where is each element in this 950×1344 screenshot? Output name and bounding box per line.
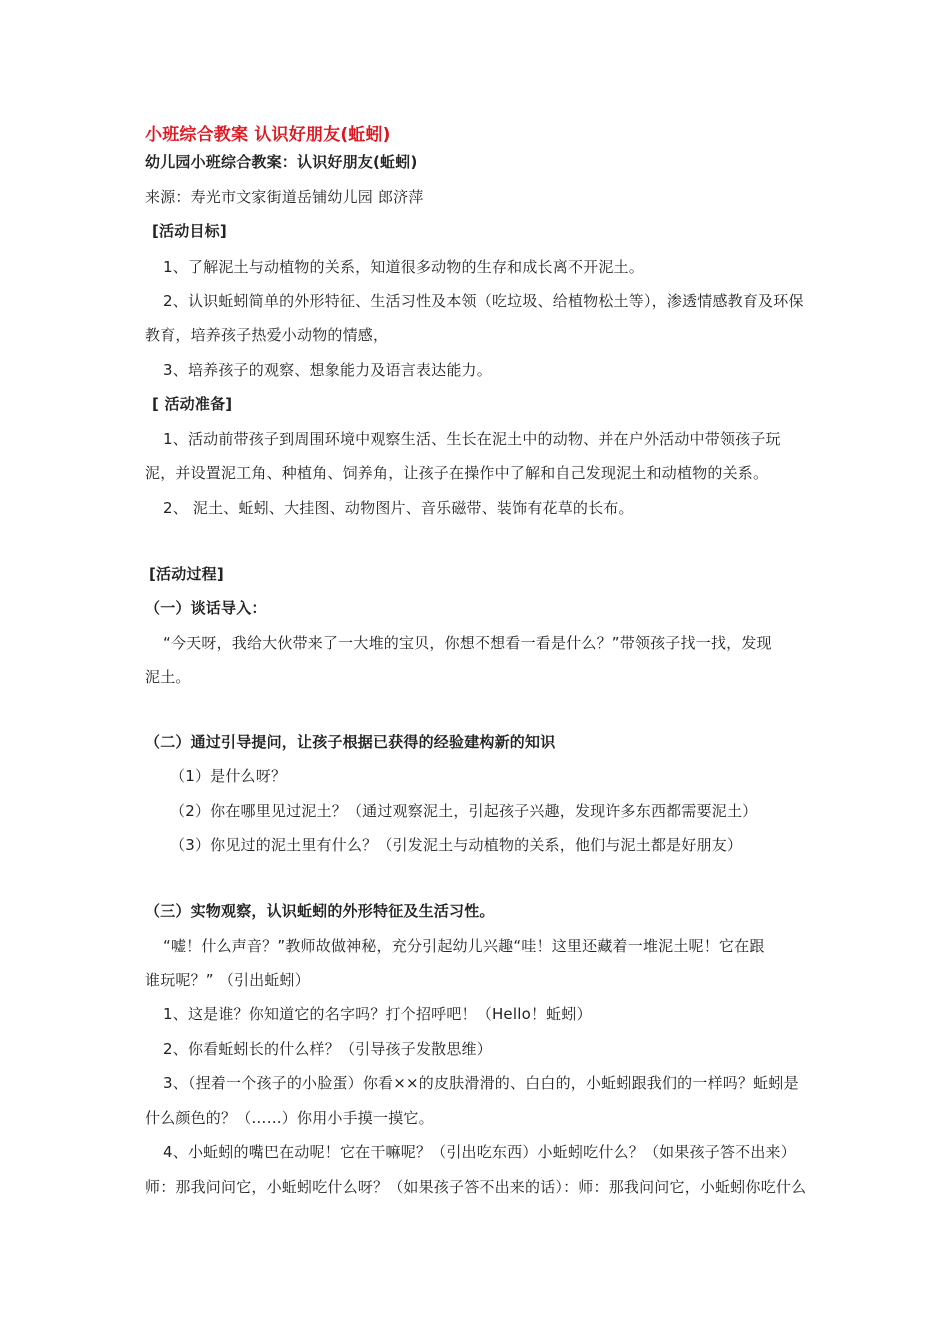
section-2-question-1: （1）是什么呀？ — [170, 767, 287, 785]
goal-2-line-1: 2、认识蚯蚓简单的外形特征、生活习性及本领（吃垃圾、给植物松土等），渗透情感教育及环保 — [163, 292, 804, 310]
prep-heading: [ 活动准备] — [152, 395, 233, 413]
goal-2-line-2: 教育，培养孩子热爱小动物的情感， — [145, 326, 389, 344]
section-2-question-3: （3）你见过的泥土里有什么？（引发泥土与动植物的关系，他们与泥土都是好朋友） — [170, 836, 743, 854]
process-heading: [活动过程] — [149, 565, 224, 583]
document-subtitle: 幼儿园小班综合教案：认识好朋友(蚯蚓) — [145, 153, 418, 171]
section-3-item-4-line-1: 4、小蚯蚓的嘴巴在动呢！它在干嘛呢？（引出吃东西）小蚯蚓吃什么？（如果孩子答不出来） — [163, 1143, 796, 1161]
prep-1-line-1: 1、活动前带孩子到周围环境中观察生活、生长在泥土中的动物、并在户外活动中带领孩子玩 — [163, 430, 781, 448]
section-3-heading: （三）实物观察，认识蚯蚓的外形特征及生活习性。 — [145, 902, 495, 920]
section-3-para-line-1: “嘘！什么声音？”教师故做神秘，充分引起幼儿兴趣“哇！这里还藏着一堆泥土呢！它在跟 — [163, 937, 765, 955]
goal-1: 1、了解泥土与动植物的关系，知道很多动物的生存和成长离不开泥土。 — [163, 258, 644, 276]
section-1-para-line-1: “今天呀，我给大伙带来了一大堆的宝贝，你想不想看一看是什么？”带领孩子找一找，发现 — [163, 634, 772, 652]
section-3-item-4-line-2: 师：那我问问它，小蚯蚓吃什么呀？（如果孩子答不出来的话）：师：那我问问它，小蚯蚓你吃什么 — [145, 1178, 807, 1196]
section-3-item-3-line-2: 什么颜色的？（……）你用小手摸一摸它。 — [145, 1109, 434, 1127]
section-1-para-line-2: 泥土。 — [145, 668, 191, 686]
goals-heading: [活动目标] — [152, 222, 227, 240]
section-3-item-3-line-1: 3、（捏着一个孩子的小脸蛋）你看××的皮肤滑滑的、白白的，小蚯蚓跟我们的一样吗？蚯蚓是 — [163, 1074, 799, 1092]
section-3-para-line-2: 谁玩呢？” （引出蚯蚓） — [145, 971, 310, 989]
prep-1-line-2: 泥，并设置泥工角、种植角、饲养角，让孩子在操作中了解和自己发现泥土和动植物的关系。 — [145, 464, 769, 482]
section-3-item-1: 1、这是谁？你知道它的名字吗？打个招呼吧！（Hello！蚯蚓） — [163, 1005, 592, 1023]
section-1-heading: （一）谈话导入： — [145, 599, 267, 617]
prep-2: 2、 泥土、蚯蚓、大挂图、动物图片、音乐磁带、装饰有花草的长布。 — [163, 499, 634, 517]
source-line: 来源：寿光市文家街道岳铺幼儿园 郎济萍 — [145, 188, 424, 206]
goal-3: 3、培养孩子的观察、想象能力及语言表达能力。 — [163, 361, 492, 379]
section-3-item-2: 2、你看蚯蚓长的什么样？（引导孩子发散思维） — [163, 1040, 492, 1058]
section-2-question-2: （2）你在哪里见过泥土？（通过观察泥土，引起孩子兴趣，发现许多东西都需要泥土） — [170, 802, 758, 820]
document-title: 小班综合教案 认识好朋友(蚯蚓) — [145, 125, 391, 145]
section-2-heading: （二）通过引导提问，让孩子根据已获得的经验建构新的知识 — [145, 733, 556, 751]
